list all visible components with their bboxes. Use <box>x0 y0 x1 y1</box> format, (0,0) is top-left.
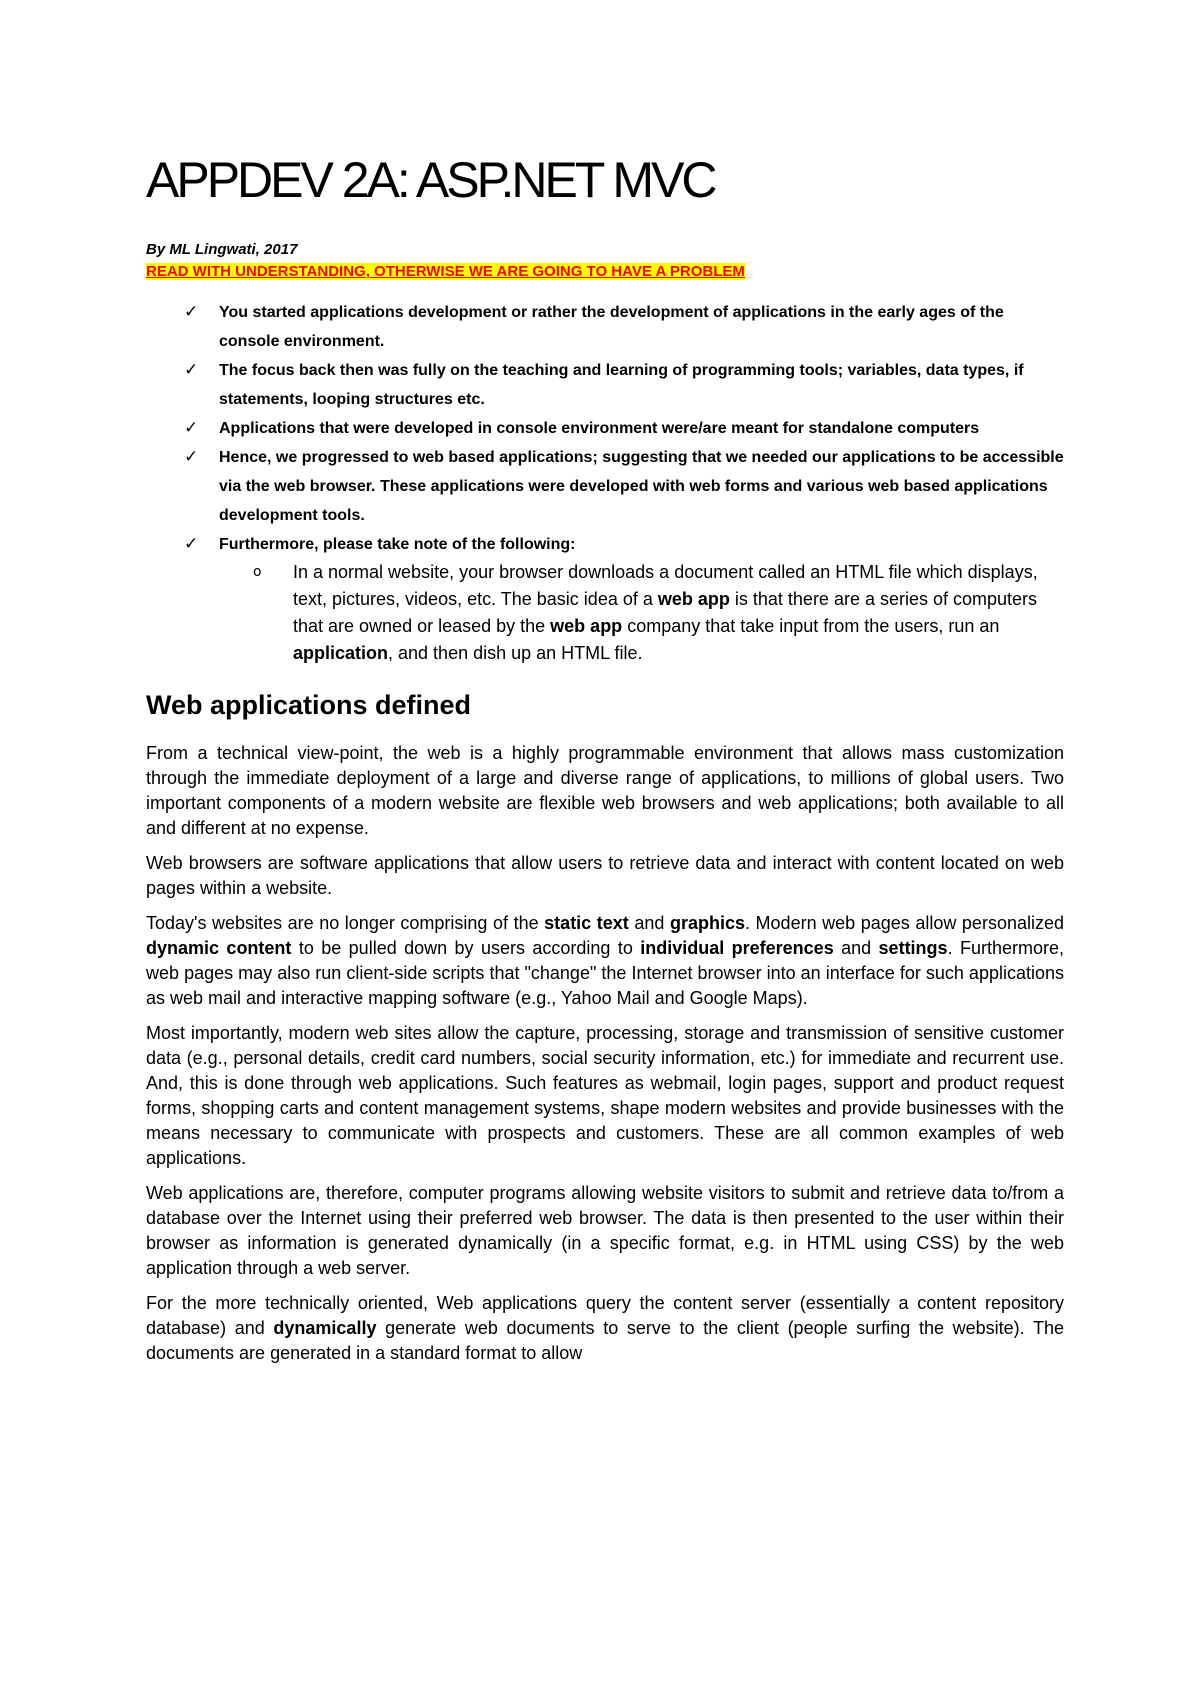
paragraph: For the more technically oriented, Web applications query the content server (essentially a content repository database) and dynamically generate web documents to serve to the client (people surfing the website). The documents are generated in a standard format to allow <box>146 1293 1064 1363</box>
sub-list <box>219 559 1064 667</box>
list-item-text: Furthermore, please take note of the following: <box>219 536 576 553</box>
section-heading: Web applications defined <box>146 690 472 720</box>
list-item-text: The focus back then was fully on the teaching and learning of programming tools; variables, data types, if statements, looping structures etc. <box>219 362 1024 408</box>
intro-checklist <box>146 298 1064 667</box>
author-byline: By ML Lingwati, 2017 <box>146 241 298 258</box>
list-item-text: Applications that were developed in console environment were/are meant for standalone computers <box>219 420 980 437</box>
sub-list-item: o In a normal website, your browser downloads a document called an HTML file which displays, text, pictures, videos, etc. The basic idea of a web app is that there are a series of computers that are owned or leased by the web app company that take input from the users, run an application, and then dish up an HTML file. <box>219 559 1064 667</box>
list-item <box>146 356 1064 414</box>
check-mark-icon: ✓ <box>184 360 199 380</box>
hollow-circle-bullet-icon: o <box>253 564 262 580</box>
check-mark-icon: ✓ <box>184 534 199 554</box>
check-mark-icon: ✓ <box>184 302 199 322</box>
document-body <box>146 150 1064 1376</box>
check-mark-icon: ✓ <box>184 447 199 467</box>
list-item-text: Hence, we progressed to web based applications; suggesting that we needed our applications to be accessible via the web browser. These applications were developed with web forms and various web based applications development tools. <box>219 449 1064 524</box>
list-item-text: You started applications development or rather the development of applications in the early ages of the console environment. <box>219 304 1004 350</box>
paragraph: Most importantly, modern web sites allow the capture, processing, storage and transmission of sensitive customer data (e.g., personal details, credit card numbers, social security information, etc.) for immediate and recurrent use. And, this is done through web applications. Such features as webmail, login pages, support and product request forms, shopping carts and content management systems, shape modern websites and provide businesses with the means necessary to communicate with prospects and customers. These are all common examples of web applications. <box>146 1023 1064 1168</box>
list-item <box>146 530 1064 667</box>
paragraph: Web browsers are software applications that allow users to retrieve data and interact with content located on web pages within a website. <box>146 853 1064 898</box>
document-title: APPDEV 2A: ASP.NET MVC <box>146 152 715 208</box>
warning-highlight: READ WITH UNDERSTANDING, OTHERWISE WE ARE GOING TO HAVE A PROBLEM <box>146 263 745 280</box>
list-item <box>146 298 1064 356</box>
warning-note <box>146 262 1064 282</box>
paragraph: Today's websites are no longer comprising of the static text and graphics. Modern web pages allow personalized dynamic content to be pulled down by users according to individual preferences and settings. Furthermore, web pages may also run client-side scripts that "change" the Internet browser into an interface for such applications as web mail and interactive mapping software (e.g., Yahoo Mail and Google Maps). <box>146 913 1064 1008</box>
list-item <box>146 443 1064 530</box>
paragraph: From a technical view-point, the web is a highly programmable environment that allows mass customization through the immediate deployment of a large and diverse range of applications, to millions of global users. Two important components of a modern website are flexible web browsers and web applications; both available to all and different at no expense. <box>146 743 1064 838</box>
list-item <box>146 414 1064 443</box>
paragraph: Web applications are, therefore, computer programs allowing website visitors to submit and retrieve data to/from a database over the Internet using their preferred web browser. The data is then presented to the user within their browser as information is generated dynamically (in a specific format, e.g. in HTML using CSS) by the web application through a web server. <box>146 1183 1064 1278</box>
check-mark-icon: ✓ <box>184 418 199 438</box>
